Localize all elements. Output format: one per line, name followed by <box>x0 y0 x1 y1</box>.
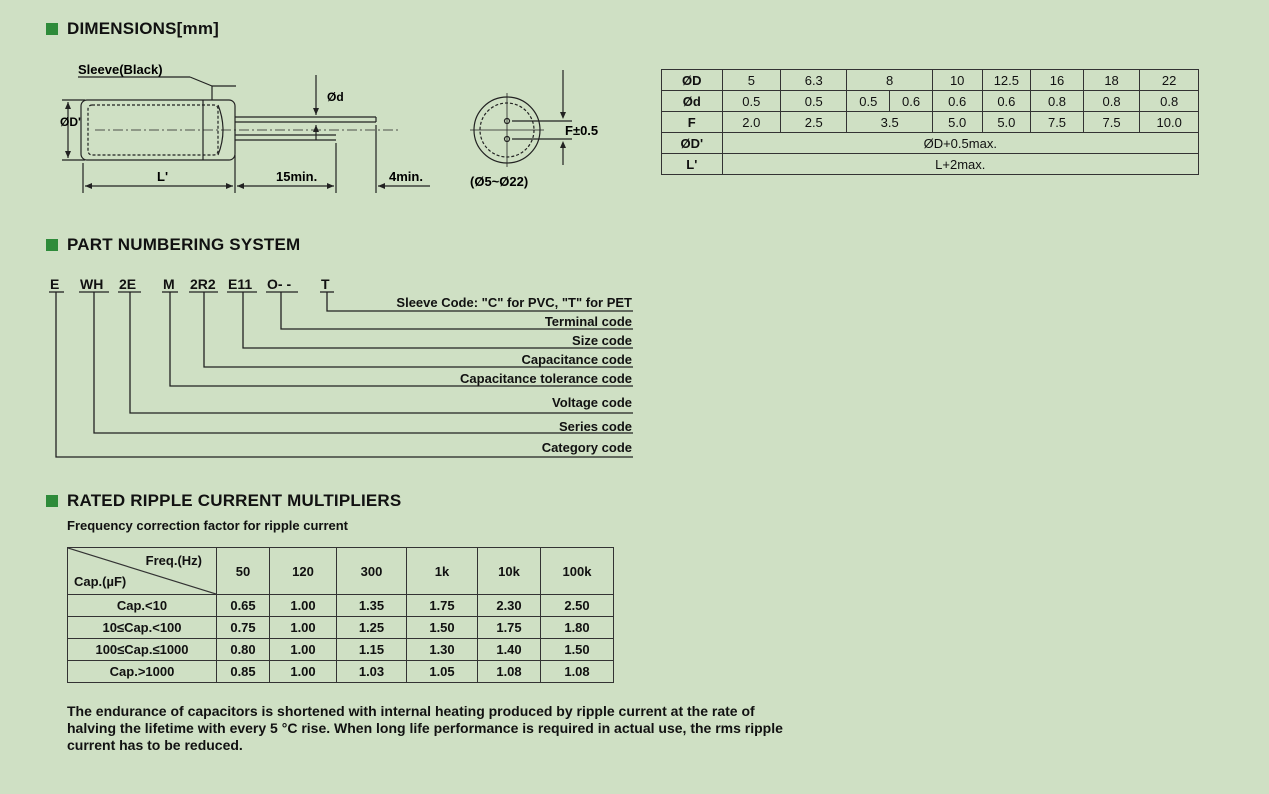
table-cell: 1.75 <box>478 617 541 639</box>
table-cell: 1.00 <box>270 617 337 639</box>
table-cell: 1.00 <box>270 595 337 617</box>
section-bullet-icon <box>46 239 58 251</box>
table-cell: 1.00 <box>270 639 337 661</box>
table-cell: 1.08 <box>541 661 614 683</box>
cap-cell: 10≤Cap.<100 <box>68 617 217 639</box>
ripple-note: The endurance of capacitors is shortened with internal heating produced by ripple current at the rate of halving the lifetime with every 5 °C rise. When long life performance is required in actual use, the rms ripple current has to be reduced. <box>67 703 783 753</box>
diameter-range-label: (Ø5~Ø22) <box>470 174 529 189</box>
table-row <box>662 154 1199 175</box>
table-cell: 0.5 <box>781 91 847 112</box>
l-prime-label: L' <box>157 169 169 184</box>
ripple-heading <box>46 491 401 511</box>
label-tolerance-code: Capacitance tolerance code <box>460 371 632 386</box>
table-cell: 0.8 <box>1083 91 1140 112</box>
table-cell: 0.8 <box>1031 91 1084 112</box>
section-bullet-icon <box>46 495 58 507</box>
table-cell: 5.0 <box>932 112 982 133</box>
table-row <box>68 661 614 683</box>
table-cell: 1.50 <box>407 617 478 639</box>
code-series: WH <box>80 276 104 292</box>
table-row <box>662 91 1199 112</box>
section-bullet-icon <box>46 23 58 35</box>
code-sleeve: T <box>321 276 330 292</box>
lead-length-label: 15min. <box>276 169 318 184</box>
code-voltage: 2E <box>119 276 137 292</box>
dimensions-heading <box>46 19 219 39</box>
freq-cell: 10k <box>478 548 541 595</box>
cap-cell: Cap.>1000 <box>68 661 217 683</box>
table-cell: 1.03 <box>337 661 407 683</box>
table-cell: 0.80 <box>217 639 270 661</box>
cap-header: Cap.(µF) <box>74 574 127 589</box>
table-cell: 0.6 <box>932 91 982 112</box>
od-prime-label: ØD' <box>60 115 81 129</box>
dimension-table <box>661 69 1199 175</box>
table-cell: 2.50 <box>541 595 614 617</box>
sleeve-label: Sleeve(Black) <box>78 62 163 77</box>
cap-cell: Cap.<10 <box>68 595 217 617</box>
code-size: E11 <box>228 276 253 292</box>
table-cell: 0.85 <box>217 661 270 683</box>
table-row <box>662 133 1199 154</box>
label-series-code: Series code <box>559 419 632 434</box>
code-capacitance: 2R2 <box>190 276 216 292</box>
label-size-code: Size code <box>572 333 632 348</box>
row-label-od-prime: ØD' <box>662 133 723 154</box>
table-cell: 22 <box>1140 70 1199 91</box>
code-category: E <box>50 276 60 292</box>
table-cell: 1.50 <box>541 639 614 661</box>
table-cell: 1.15 <box>337 639 407 661</box>
lead-end-label: 4min. <box>389 169 423 184</box>
table-cell: 1.80 <box>541 617 614 639</box>
row-label-f: F <box>662 112 723 133</box>
label-sleeve-code: Sleeve Code: "C" for PVC, "T" for PET <box>396 295 632 310</box>
table-row <box>68 617 614 639</box>
label-capacitance-code: Capacitance code <box>521 352 632 367</box>
freq-header: Freq.(Hz) <box>145 553 202 568</box>
table-cell: 1.75 <box>407 595 478 617</box>
f-tolerance-label: F±0.5 <box>565 123 599 138</box>
label-category-code: Category code <box>541 440 632 455</box>
freq-cell: 120 <box>270 548 337 595</box>
table-cell: 1.25 <box>337 617 407 639</box>
od-small-label: Ød <box>327 90 344 104</box>
table-cell: 1.08 <box>478 661 541 683</box>
table-cell: 0.6 <box>982 91 1031 112</box>
table-cell: 0.6 <box>890 91 933 112</box>
table-row <box>68 548 614 595</box>
row-label-d: Ød <box>662 91 723 112</box>
table-cell: 0.5 <box>847 91 890 112</box>
table-row <box>68 595 614 617</box>
table-cell: 1.05 <box>407 661 478 683</box>
table-cell: 0.75 <box>217 617 270 639</box>
table-cell: 12.5 <box>982 70 1031 91</box>
ripple-subtitle: Frequency correction factor for ripple current <box>67 518 349 533</box>
table-row <box>662 70 1199 91</box>
table-cell: 5 <box>722 70 781 91</box>
part-numbering-title: PART NUMBERING SYSTEM <box>67 235 301 254</box>
table-cell: 5.0 <box>982 112 1031 133</box>
table-cell: 1.00 <box>270 661 337 683</box>
table-cell: L+2max. <box>722 154 1198 175</box>
table-cell: 6.3 <box>781 70 847 91</box>
table-cell: 0.65 <box>217 595 270 617</box>
table-cell: 1.40 <box>478 639 541 661</box>
table-cell: 1.35 <box>337 595 407 617</box>
code-tolerance: M <box>163 276 175 292</box>
corner-header <box>68 548 217 595</box>
row-label-l-prime: L' <box>662 154 723 175</box>
table-cell: 10 <box>932 70 982 91</box>
table-cell: 10.0 <box>1140 112 1199 133</box>
part-numbering-heading <box>46 235 300 255</box>
table-cell: 8 <box>847 70 932 91</box>
table-cell: 18 <box>1083 70 1140 91</box>
table-cell: 7.5 <box>1083 112 1140 133</box>
freq-cell: 50 <box>217 548 270 595</box>
table-cell: 3.5 <box>847 112 932 133</box>
label-terminal-code: Terminal code <box>544 314 632 329</box>
end-view-drawing <box>460 65 620 195</box>
freq-cell: 300 <box>337 548 407 595</box>
table-cell: 7.5 <box>1031 112 1084 133</box>
row-label-od: ØD <box>662 70 723 91</box>
freq-cell: 100k <box>541 548 614 595</box>
table-row <box>68 639 614 661</box>
code-terminal: O- - <box>267 276 292 292</box>
table-cell: 2.5 <box>781 112 847 133</box>
label-voltage-code: Voltage code <box>552 395 632 410</box>
part-numbering-diagram <box>40 270 660 470</box>
ripple-table <box>67 547 614 683</box>
table-cell: 0.8 <box>1140 91 1199 112</box>
table-cell: 0.5 <box>722 91 781 112</box>
ripple-title: RATED RIPPLE CURRENT MULTIPLIERS <box>67 491 402 510</box>
table-cell: ØD+0.5max. <box>722 133 1198 154</box>
table-cell: 2.0 <box>722 112 781 133</box>
table-cell: 16 <box>1031 70 1084 91</box>
table-cell: 2.30 <box>478 595 541 617</box>
freq-cell: 1k <box>407 548 478 595</box>
dimensions-title: DIMENSIONS[mm] <box>67 19 220 38</box>
cap-cell: 100≤Cap.≤1000 <box>68 639 217 661</box>
table-cell: 1.30 <box>407 639 478 661</box>
table-row <box>662 112 1199 133</box>
